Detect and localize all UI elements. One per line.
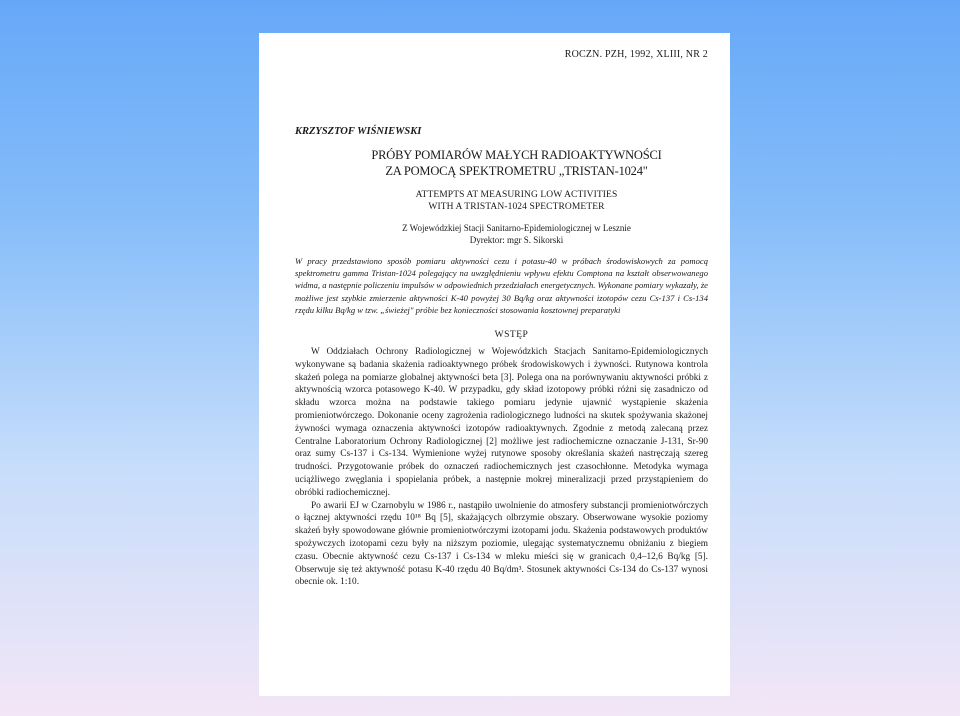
title-english-line-1: ATTEMPTS AT MEASURING LOW ACTIVITIES [415,190,618,200]
affiliation [325,222,708,246]
title-english-line-2: WITH A TRISTAN-1024 SPECTROMETER [428,202,605,212]
document-page [259,33,730,696]
journal-header: ROCZN. PZH, 1992, XLIII, NR 2 [564,49,708,60]
author-name: KRZYSZTOF WIŚNIEWSKI [295,126,422,137]
affiliation-institution: Z Wojewódzkiej Stacji Sanitarno-Epidemiologicznej w Lesznie [402,223,631,233]
body-paragraph-1: W Oddziałach Ochrony Radiologicznej w Wojewódzkich Stacjach Sanitarno-Epidemiologicznych wykonywane są badania skażenia radioaktywnego próbek środowiskowych i żywności. Rutynowa kontrola skażeń polega na pomiarze globalnej aktywności beta [3]. Polega ona na porównywaniu aktywności próbki z aktywnością wzorca potasowego K-40. W przypadku, gdy skład izotopowy próbki różni się zasadniczo od składu wzorca można na podstawie takiego pomiaru jedynie ujawnić wystąpienie skażenia promieniotwórczego. Dokonanie oceny zagrożenia radiologicznego ludności na skutek spożywania skażonej żywności wymaga oznaczenia aktywności izotopów radioaktywnych. Zgodnie z metodą zalecaną przez Centralne Laboratorium Ochrony Radiologicznej [2] możliwe jest radiochemiczne oznaczanie J-131, Sr-90 oraz sumy Cs-137 i Cs-134. Wymienione wyżej rutynowe sposoby określania skażeń nastręczają szereg trudności. Przygotowanie próbek do oznaczeń radiochemicznych jest czasochłonne. Metodyka wymaga uciążliwego zwęglania i spopielania próbek, a następnie mokrej mineralizacji przed przystąpieniem do obróbki radiochemicznej. [295,347,708,498]
body-paragraph-2: Po awarii EJ w Czarnobylu w 1986 r., nastąpiło uwolnienie do atmosfery substancji promieniotwórczych o łącznej aktywności rzędu 10¹⁸ Bq [5], skażających olbrzymie obszary. Obserwowane wysokie poziomy skażeń były spowodowane głównie promieniotwórczymi izotopami jodu. Skażenia podstawowych produktów spożywczych izotopami cezu były na niższym poziomie, ulegając systematycznemu obniżaniu z biegiem czasu. Obecnie aktywność cezu Cs-137 i Cs-134 w mleku mieści się w granicach 0,4–12,6 Bq/kg [5]. Obserwuje się też aktywność potasu K-40 rzędu 40 Bq/dm³. Stosunek aktywności Cs-134 do Cs-137 wynosi obecnie ok. 1:10. [295,500,708,588]
section-heading: WSTĘP [494,330,529,341]
title-polish-line-1: PRÓBY POMIARÓW MAŁYCH RADIOAKTYWNOŚCI [371,148,662,162]
title-english [325,189,708,213]
title-polish-line-2: ZA POMOCĄ SPEKTROMETRU „TRISTAN-1024" [385,164,648,178]
title-polish [325,147,708,179]
affiliation-director: Dyrektor: mgr S. Sikorski [469,235,564,245]
abstract: W pracy przedstawiono sposób pomiaru aktywności cezu i potasu-40 w próbach środowiskowych za pomocą spektrometru gamma Tristan-1024 polegający na uwzględnieniu wpływu efektu Comptona na kształt obserwowanego widma, a następnie policzeniu impulsów w odpowiednich przedziałach energetycznych. Wykonane pomiary wykazały, że możliwe jest szybkie zmierzenie aktywności K-40 powyżej 30 Bq/kg oraz aktywności izotopów cezu Cs-137 i Cs-134 rzędu kilku Bq/kg w tzw. „świeżej" próbie bez konieczności stosowania kosztownej preparatyki [295,256,708,315]
